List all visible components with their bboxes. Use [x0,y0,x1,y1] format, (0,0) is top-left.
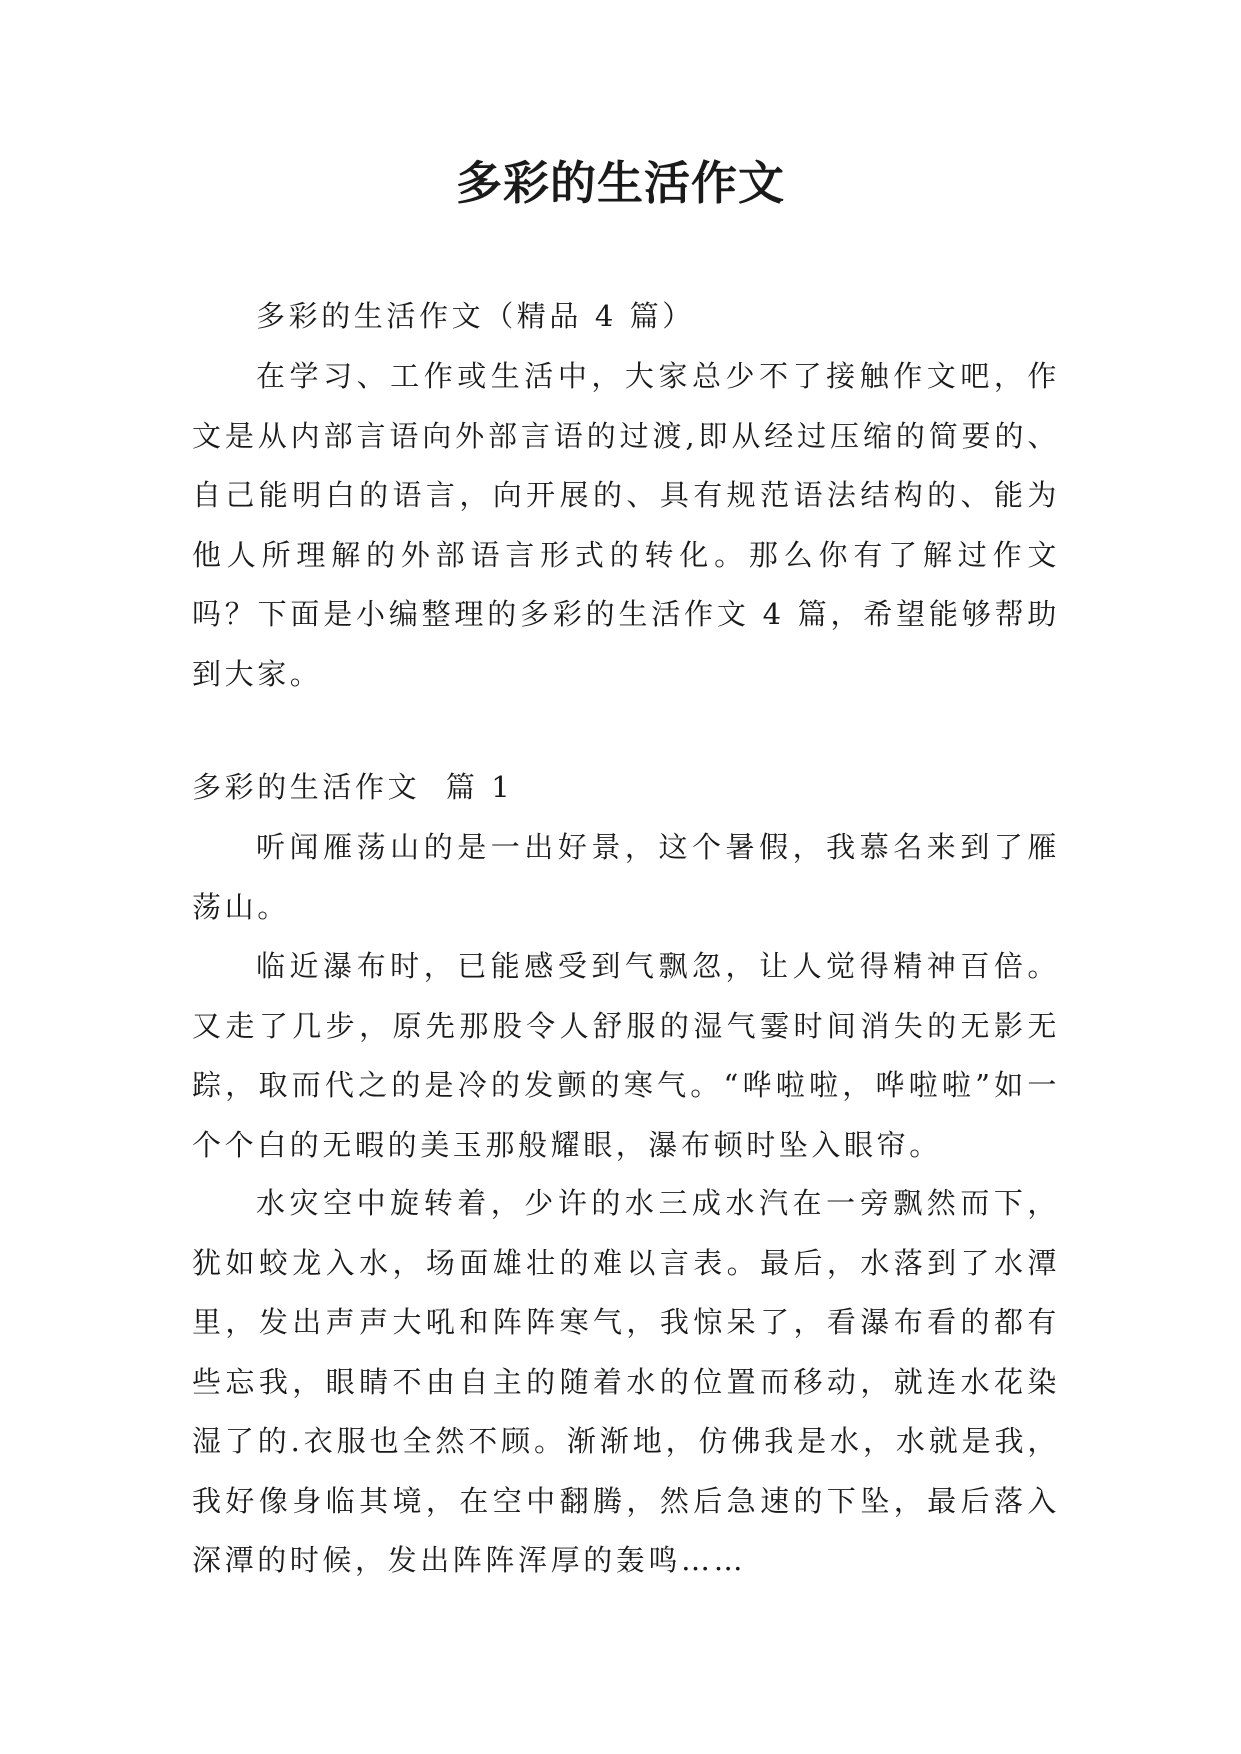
body-paragraph: 听闻雁荡山的是一出好景，这个暑假，我慕名来到了雁荡山。 [192,830,1060,924]
body-paragraph: 水灾空中旋转着，少许的水三成水汽在一旁飘然而下，犹如蛟龙入水，场面雄壮的难以言表。最后，水落到了水潭里，发出声声大吼和阵阵寒气，我惊呆了，看瀑布看的都有些忘我，眼睛不由自主的随着水的位置而移动，就连水花染湿了的.衣服也全然不顾。渐渐地，仿佛我是水，水就是我，我好像身临其境，在空中翻腾，然后急速的下坠，最后落入深潭的时候，发出阵阵浑厚的轰鸣…… [192,1186,1060,1577]
document-title: 多彩的生活作文 [456,156,785,210]
document-subtitle: 多彩的生活作文（精品 4 篇） [256,299,695,333]
intro-paragraph: 在学习、工作或生活中，大家总少不了接触作文吧，作文是从内部言语向外部言语的过渡,即从经过压缩的简要的、自己能明白的语言，向开展的、具有规范语法结构的、能为他人所理解的外部语言形式的转化。那么你有了解过作文吗？下面是小编整理的多彩的生活作文 4 篇，希望能够帮助到大家。 [192,359,1060,691]
section-heading: 多彩的生活作文 篇 1 [192,770,514,804]
body-paragraph: 临近瀑布时，已能感受到气飘忽，让人觉得精神百倍。又走了几步，原先那股令人舒服的湿气霎时间消失的无影无踪，取而代之的是冷的发颤的寒气。“哗啦啦，哗啦啦”如一个个白的无暇的美玉那般耀眼，瀑布顿时坠入眼帘。 [192,949,1060,1162]
